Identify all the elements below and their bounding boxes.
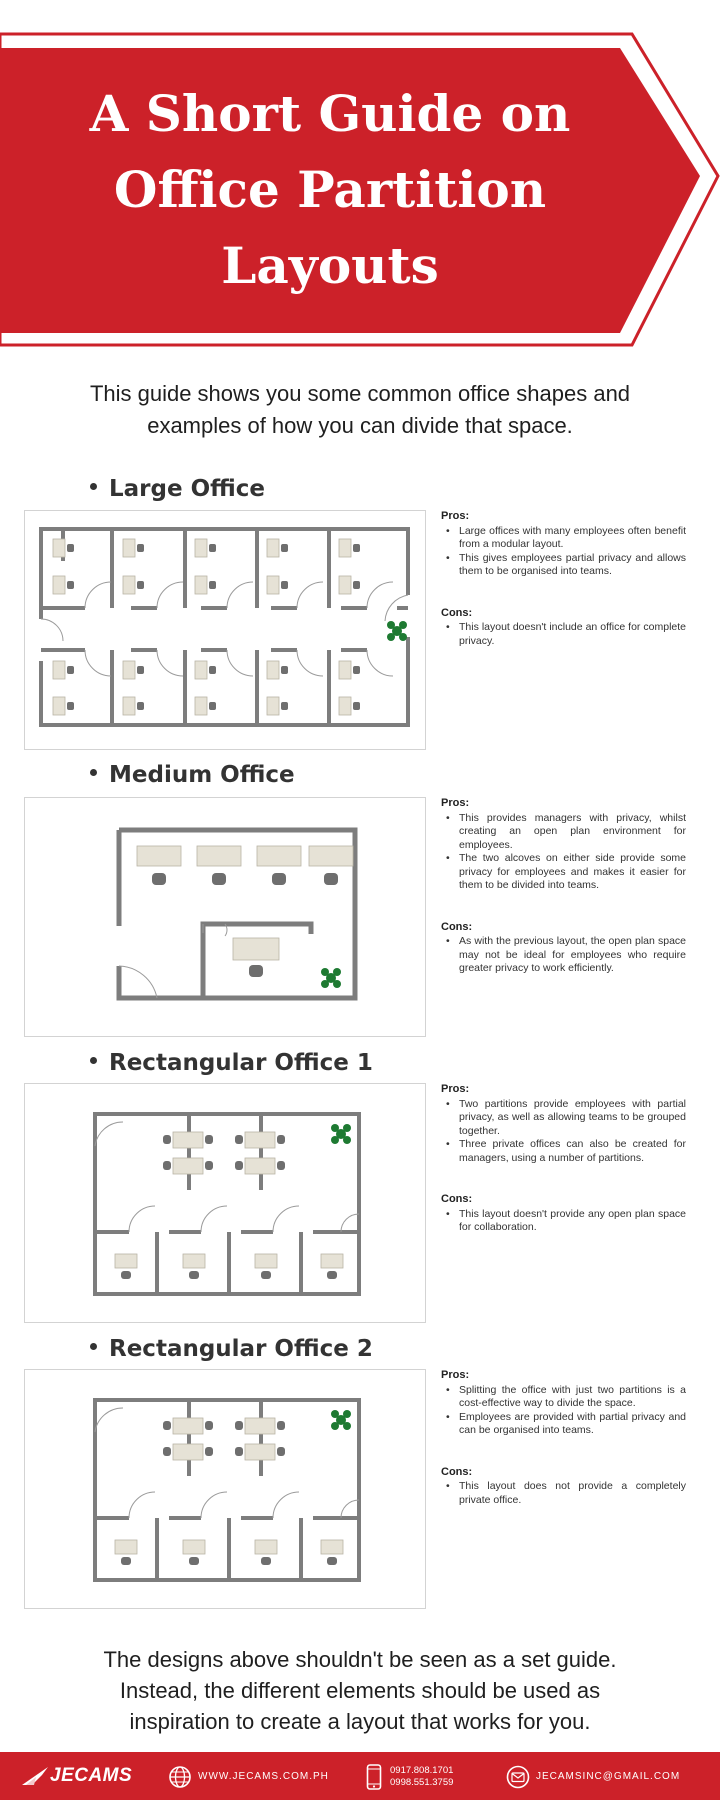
rectangular-office-1-plan-drawing xyxy=(25,1084,427,1324)
medium-office-plan-drawing xyxy=(25,798,427,1038)
section-title-rectangular-office-1 xyxy=(90,1050,373,1076)
logo-mark-icon xyxy=(22,1767,48,1785)
page-title xyxy=(0,76,660,304)
plant-icon xyxy=(331,1124,351,1144)
floor-plan-rectangular-office-1 xyxy=(24,1083,426,1323)
footer-email[interactable] xyxy=(506,1764,680,1790)
floor-plan-medium-office xyxy=(24,797,426,1037)
section-title-text: Rectangular Office 1 xyxy=(109,1050,373,1076)
website-link[interactable]: WWW.JECAMS.COM.PH xyxy=(198,1771,329,1782)
closing-line-1: The designs above shouldn't be seen as a set guide. xyxy=(103,1647,617,1672)
globe-icon xyxy=(168,1765,192,1789)
cons-item: • This layout does not provide a completely private office. xyxy=(441,1480,686,1507)
large-office-notes xyxy=(441,510,686,648)
logo-text: JECAMS xyxy=(50,1765,133,1786)
pros-item: • Two partitions provide employees with partial privacy, as well as allowing teams to be grouped together. xyxy=(441,1098,686,1139)
closing-line-2: Instead, the different elements should be used as xyxy=(119,1678,601,1703)
intro-line-1: This guide shows you some common office shapes and xyxy=(89,381,631,406)
cons-heading: Cons: xyxy=(441,1193,473,1205)
intro-text xyxy=(40,378,680,442)
intro-line-2: examples of how you can divide that space. xyxy=(147,413,573,438)
pros-item: • Three private offices can also be created for managers, using a number of partitions. xyxy=(441,1138,686,1165)
medium-office-notes xyxy=(441,797,686,976)
phone-number-2[interactable]: 0998.551.3759 xyxy=(390,1777,454,1788)
cons-heading: Cons: xyxy=(441,920,473,933)
plant-icon xyxy=(331,1410,351,1430)
section-title-text: Rectangular Office 2 xyxy=(109,1336,373,1362)
section-title-large-office xyxy=(90,476,265,502)
page-title-line-1: A Short Guide on xyxy=(89,84,571,143)
pros-heading: Pros: xyxy=(441,510,470,522)
cons-heading: Cons: xyxy=(441,1465,473,1478)
page-title-line-3: Layouts xyxy=(221,236,439,295)
pros-item: • The two alcoves on either side provide some privacy for employees and makes it easier for them to be divided into teams. xyxy=(441,852,686,893)
large-office-plan-drawing xyxy=(25,511,427,751)
cons-item: • This layout doesn't provide any open plan space for collaboration. xyxy=(441,1208,686,1235)
section-title-medium-office xyxy=(90,762,295,788)
pros-heading: Pros: xyxy=(441,797,470,809)
pros-item: • Employees are provided with partial privacy and can be organised into teams. xyxy=(441,1411,686,1438)
plant-icon xyxy=(321,968,341,988)
bullet-dot xyxy=(90,1057,97,1064)
footer-bar xyxy=(0,1752,720,1800)
bullet-dot xyxy=(90,769,97,776)
pros-heading: Pros: xyxy=(441,1369,470,1381)
footer-phone[interactable] xyxy=(366,1764,453,1790)
email-link[interactable]: JECAMSINC@GMAIL.COM xyxy=(536,1771,681,1782)
page-title-line-2: Office Partition xyxy=(113,160,547,219)
rectangular-office-2-notes xyxy=(441,1369,686,1507)
footer-website[interactable] xyxy=(168,1764,329,1790)
rectangular-office-2-plan-drawing xyxy=(25,1370,427,1610)
section-title-text: Medium Office xyxy=(109,762,295,788)
section-title-rectangular-office-2 xyxy=(90,1336,373,1362)
title-banner xyxy=(0,0,720,360)
cons-heading: Cons: xyxy=(441,606,473,619)
cons-item: • This layout doesn't include an office for complete privacy. xyxy=(441,621,686,648)
phone-number-1[interactable]: 0917.808.1701 xyxy=(390,1765,454,1776)
closing-line-3: inspiration to create a layout that works for you. xyxy=(129,1709,591,1734)
pros-heading: Pros: xyxy=(441,1083,470,1095)
pros-item: • This provides managers with privacy, whilst creating an open plan environment for employees. xyxy=(441,812,686,853)
floor-plan-rectangular-office-2 xyxy=(24,1369,426,1609)
bullet-dot xyxy=(90,1343,97,1350)
bullet-dot xyxy=(90,483,97,490)
cons-item: • As with the previous layout, the open plan space may not be ideal for employees who require greater privacy to work efficiently. xyxy=(441,935,686,976)
phone-icon xyxy=(366,1764,382,1790)
mail-icon xyxy=(506,1765,530,1789)
plant-icon xyxy=(387,621,407,641)
pros-item: • This gives employees partial privacy and allows them to be organised into teams. xyxy=(441,552,686,579)
floor-plan-large-office xyxy=(24,510,426,750)
section-title-text: Large Office xyxy=(109,476,266,502)
rectangular-office-1-notes xyxy=(441,1083,686,1235)
pros-item: • Splitting the office with just two partitions is a cost-effective way to divide the space. xyxy=(441,1384,686,1411)
closing-text xyxy=(40,1644,680,1737)
pros-item: • Large offices with many employees often benefit from a modular layout. xyxy=(441,525,686,552)
